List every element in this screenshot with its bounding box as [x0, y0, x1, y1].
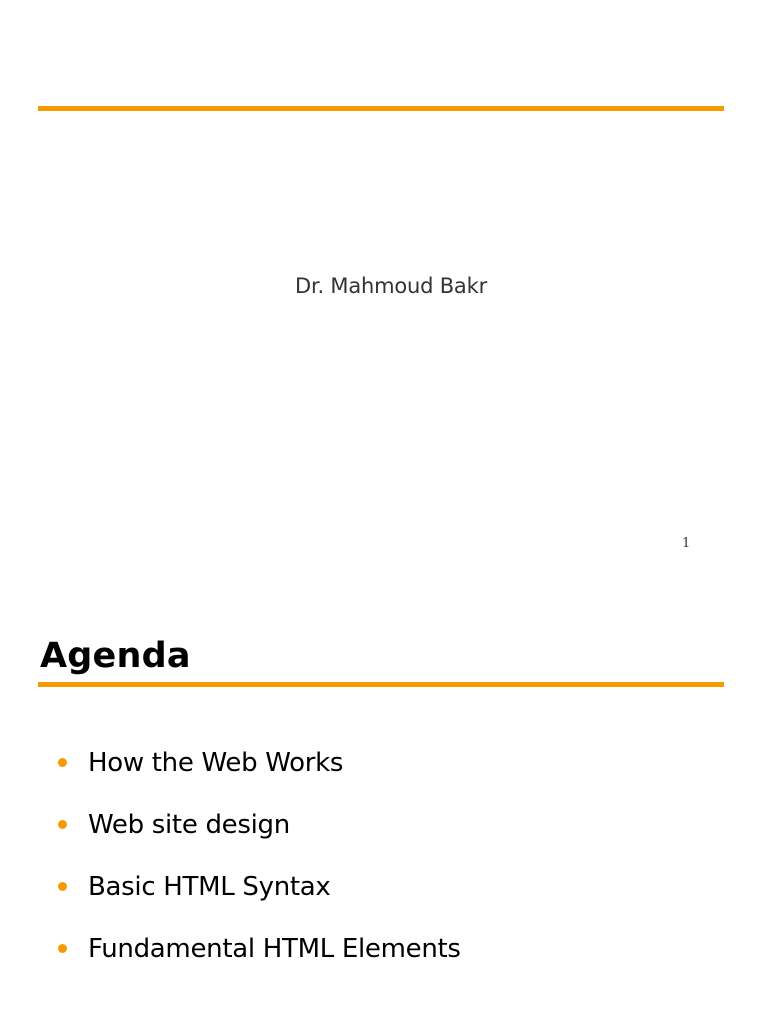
orange-dot-bullet-icon: [58, 882, 67, 891]
agenda-title: Agenda: [40, 636, 191, 676]
agenda-slide: [0, 580, 768, 1024]
agenda-item-label: Web site design: [88, 810, 290, 840]
agenda-item-label: Basic HTML Syntax: [88, 872, 331, 902]
author-name: Dr. Mahmoud Bakr: [294, 274, 487, 298]
orange-dot-bullet-icon: [58, 944, 67, 953]
agenda-item-label: How the Web Works: [88, 748, 344, 778]
orange-divider-line: [38, 682, 724, 687]
orange-dot-bullet-icon: [58, 820, 67, 829]
orange-divider-line: [38, 106, 724, 111]
orange-dot-bullet-icon: [58, 758, 67, 767]
page-number: 1: [682, 536, 691, 551]
agenda-item-label: Fundamental HTML Elements: [88, 934, 461, 964]
